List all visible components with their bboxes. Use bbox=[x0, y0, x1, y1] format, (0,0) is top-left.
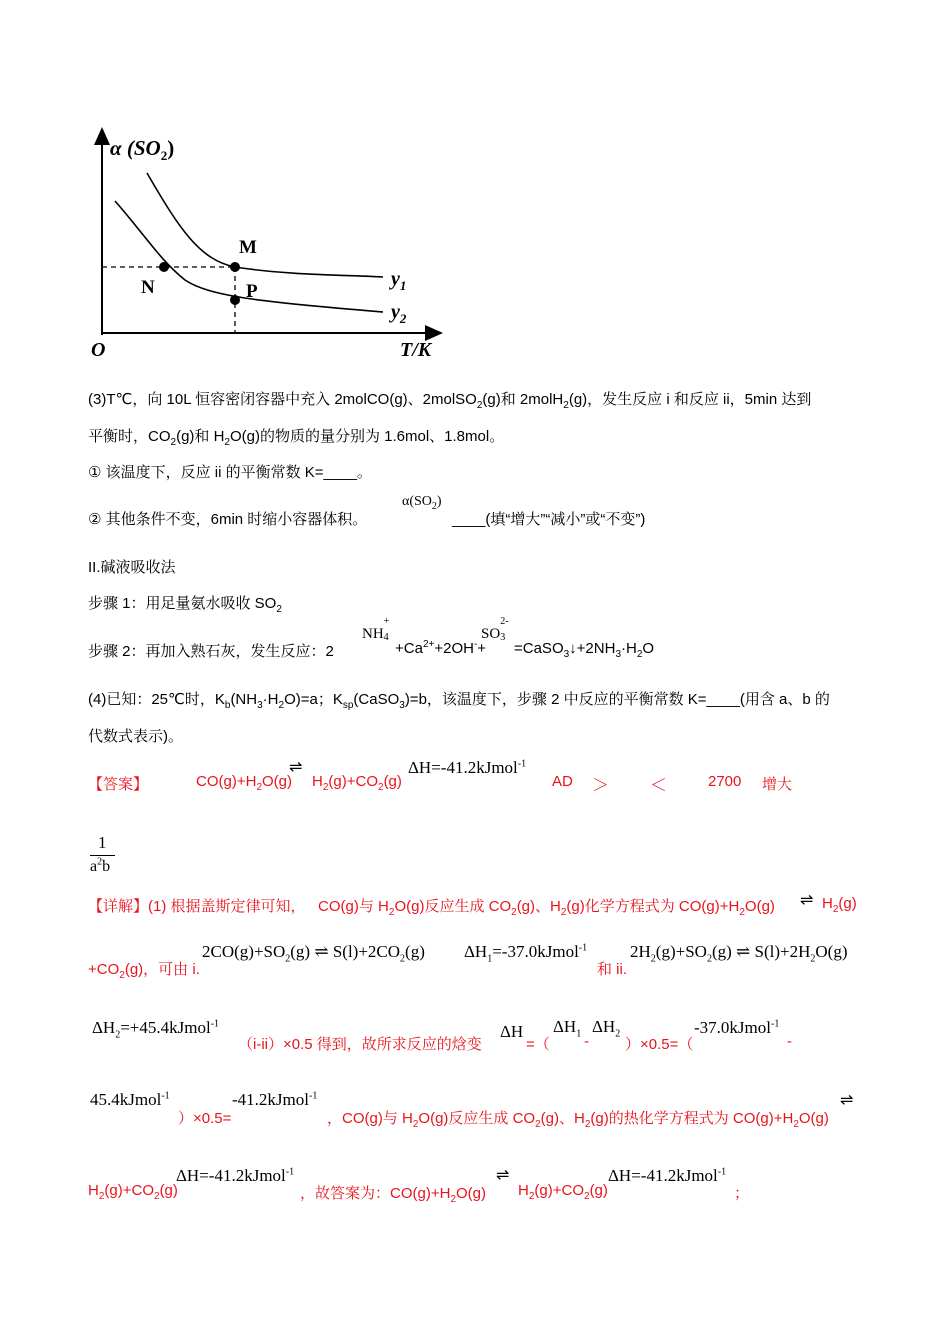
detail-line3-value: -37.0kJmol$^{-1}$ bbox=[694, 1018, 780, 1037]
answer-fraction-denominator: $a^2b$ bbox=[90, 856, 111, 875]
detail-line1: 【详解】(1) 根据盖斯定律可知， CO(g)与 $H_2O(g)$反应生成 $CO_2(g)$、$H_2(g)$化学方程式为 $CO(g)+H_2O(g)$ bbox=[88, 898, 775, 918]
q3-line1: (3)T℃，向 10L 恒容密闭容器中充入 2molCO(g)、2molSO$_2$(g)和 2molH$_2$(g)，发生反应 i 和反应 ii，5min 达到 bbox=[88, 391, 812, 411]
reaction-ii-enthalpy: $\Delta H_2=+45.4kJmol^{-1}$ bbox=[92, 1018, 220, 1041]
q3-sub-question-2-blank: ____(填“增大”“减小”或“不变”) bbox=[452, 511, 646, 528]
detail-line3-minus: - bbox=[584, 1033, 589, 1050]
detail-line3-eq: =（ bbox=[526, 1036, 550, 1053]
reaction-i: $2CO(g)+SO_2(g)$ ⇌ $S(l)+2CO_2(g)$ bbox=[202, 942, 425, 965]
answer-part-2: AD bbox=[552, 773, 573, 790]
detail-line4-text: ，CO(g)与 $H_2O(g)$反应生成 $CO_2(g)$、$H_2(g)$的热化学方程式为 $CO(g)+H_2O(g)$ bbox=[327, 1110, 829, 1130]
answer-fraction-bar bbox=[90, 855, 115, 856]
detail-line5-products: $H_2(g)+CO_2(g)$ bbox=[518, 1182, 608, 1202]
step-2-prefix: 步骤 2：再加入熟石灰，发生反应：2 bbox=[88, 643, 334, 660]
detail-line5-enthalpy: ΔH=-41.2kJmol$^{-1}$ bbox=[176, 1166, 295, 1185]
answer-part-3: ＞ bbox=[592, 776, 609, 795]
answer-part-6: 增大 bbox=[762, 776, 793, 793]
detail-line1-end: $H_2(g)$ bbox=[822, 895, 857, 915]
y-axis-label: α $(SO_2)$ bbox=[110, 136, 175, 163]
delta-h2: $\Delta H_2$ bbox=[592, 1017, 621, 1040]
reaction-ii: $2H_2(g)+SO_2(g)$ ⇌ $S(l)+2H_2O(g)$ bbox=[630, 942, 848, 965]
answer-equation-products: $H_2(g)+CO_2(g)$ bbox=[312, 773, 402, 793]
x-axis-label: T/K bbox=[400, 339, 432, 361]
delta-h1: $\Delta H_1$ bbox=[553, 1017, 582, 1040]
q3-line2: 平衡时，$CO_2(g)$和 $H_2O(g)$的物质的量分别为 1.6mol、1.8mol。 bbox=[88, 428, 505, 448]
curve-y1-label: $y_1$ bbox=[391, 268, 407, 293]
q4-line1: (4)已知：25℃时，$K_b(NH_3\cdot H_2O)=a$；$K_{sp}(CaSO_3)=b$，该温度下，步骤 2 中反应的平衡常数 K=____(用含 a、b 的 bbox=[88, 691, 830, 711]
point-P-label: P bbox=[246, 281, 258, 302]
point-N-label: N bbox=[141, 277, 155, 298]
detail-line4-value: 45.4kJmol$^{-1}$ bbox=[90, 1090, 170, 1109]
step-1: 步骤 1：用足量氨水吸收 $SO_2$ bbox=[88, 595, 282, 615]
step-2-products: $=CaSO_3↓+2NH_3\cdot H_2O$ bbox=[514, 640, 655, 660]
point-M-label: M bbox=[239, 237, 257, 258]
detail-line1-arrow: ⇌ bbox=[800, 892, 814, 909]
delta-h-symbol: ΔH bbox=[500, 1022, 524, 1041]
answer-label: 【答案】 bbox=[88, 776, 149, 793]
curve-y2-label: $y_2$ bbox=[391, 301, 407, 326]
q3-sub-question-2: ② 其他条件不变，6min 时缩小容器体积。 bbox=[88, 511, 368, 528]
nh4-ion: NH + 4 bbox=[362, 616, 390, 643]
detail-line5-arrow: ⇌ bbox=[496, 1167, 510, 1184]
alpha-so2-formula: $\alpha(SO_2)$ bbox=[402, 494, 442, 512]
section-2-title: II.碱液吸收法 bbox=[88, 559, 176, 576]
answer-enthalpy: ΔH=-41.2kJmol$^{-1}$ bbox=[408, 758, 527, 777]
detail-line5-start: $H_2(g)+CO_2(g)$ bbox=[88, 1182, 178, 1202]
detail-line4-mult: ）×0.5= bbox=[178, 1110, 232, 1127]
answer-part-5: 2700 bbox=[708, 773, 742, 790]
detail-and: 和 ii. bbox=[597, 961, 628, 978]
alpha-so2-vs-temperature-figure bbox=[85, 125, 445, 365]
origin-label: O bbox=[91, 339, 106, 361]
point-M-dot bbox=[230, 262, 240, 272]
detail-line3-dash: - bbox=[787, 1033, 792, 1050]
point-N-dot bbox=[159, 262, 169, 272]
reaction-i-enthalpy: $\Delta H_1=-37.0kJmol^{-1}$ bbox=[464, 942, 588, 965]
so3-ion: SO 2- 3 bbox=[481, 616, 509, 643]
curve-y1 bbox=[147, 173, 383, 277]
detail-line2-start: $+CO_2(g)$，可由 i. bbox=[88, 961, 200, 981]
q3-sub-question-1: ① 该温度下，反应 ii 的平衡常数 K=____。 bbox=[88, 464, 372, 481]
answer-part-4: ＜ bbox=[650, 776, 667, 795]
detail-line3-mult: ）×0.5=（ bbox=[625, 1036, 694, 1053]
detail-line4-arrow: ⇌ bbox=[840, 1092, 854, 1109]
detail-line5-mid: ，故答案为：$CO(g)+H_2O(g)$ bbox=[300, 1185, 486, 1205]
answer-equation: $CO(g)+H_2O(g)$ bbox=[196, 773, 292, 793]
detail-line5-enthalpy-2: ΔH=-41.2kJmol$^{-1}$ bbox=[608, 1166, 727, 1185]
detail-line5-end: ； bbox=[734, 1185, 750, 1202]
answer-fraction-numerator: 1 bbox=[98, 833, 107, 852]
detail-line3: （i-ii）×0.5 得到，故所求反应的焓变 bbox=[238, 1036, 482, 1053]
point-P-dot bbox=[230, 295, 240, 305]
answer-equilibrium-arrow: ⇌ bbox=[289, 759, 303, 776]
q4-line2: 代数式表示)。 bbox=[88, 728, 183, 745]
step-2-middle: $+Ca^{2+}+2OH^-+$ bbox=[395, 639, 487, 657]
detail-line4-result: -41.2kJmol$^{-1}$ bbox=[232, 1090, 318, 1109]
